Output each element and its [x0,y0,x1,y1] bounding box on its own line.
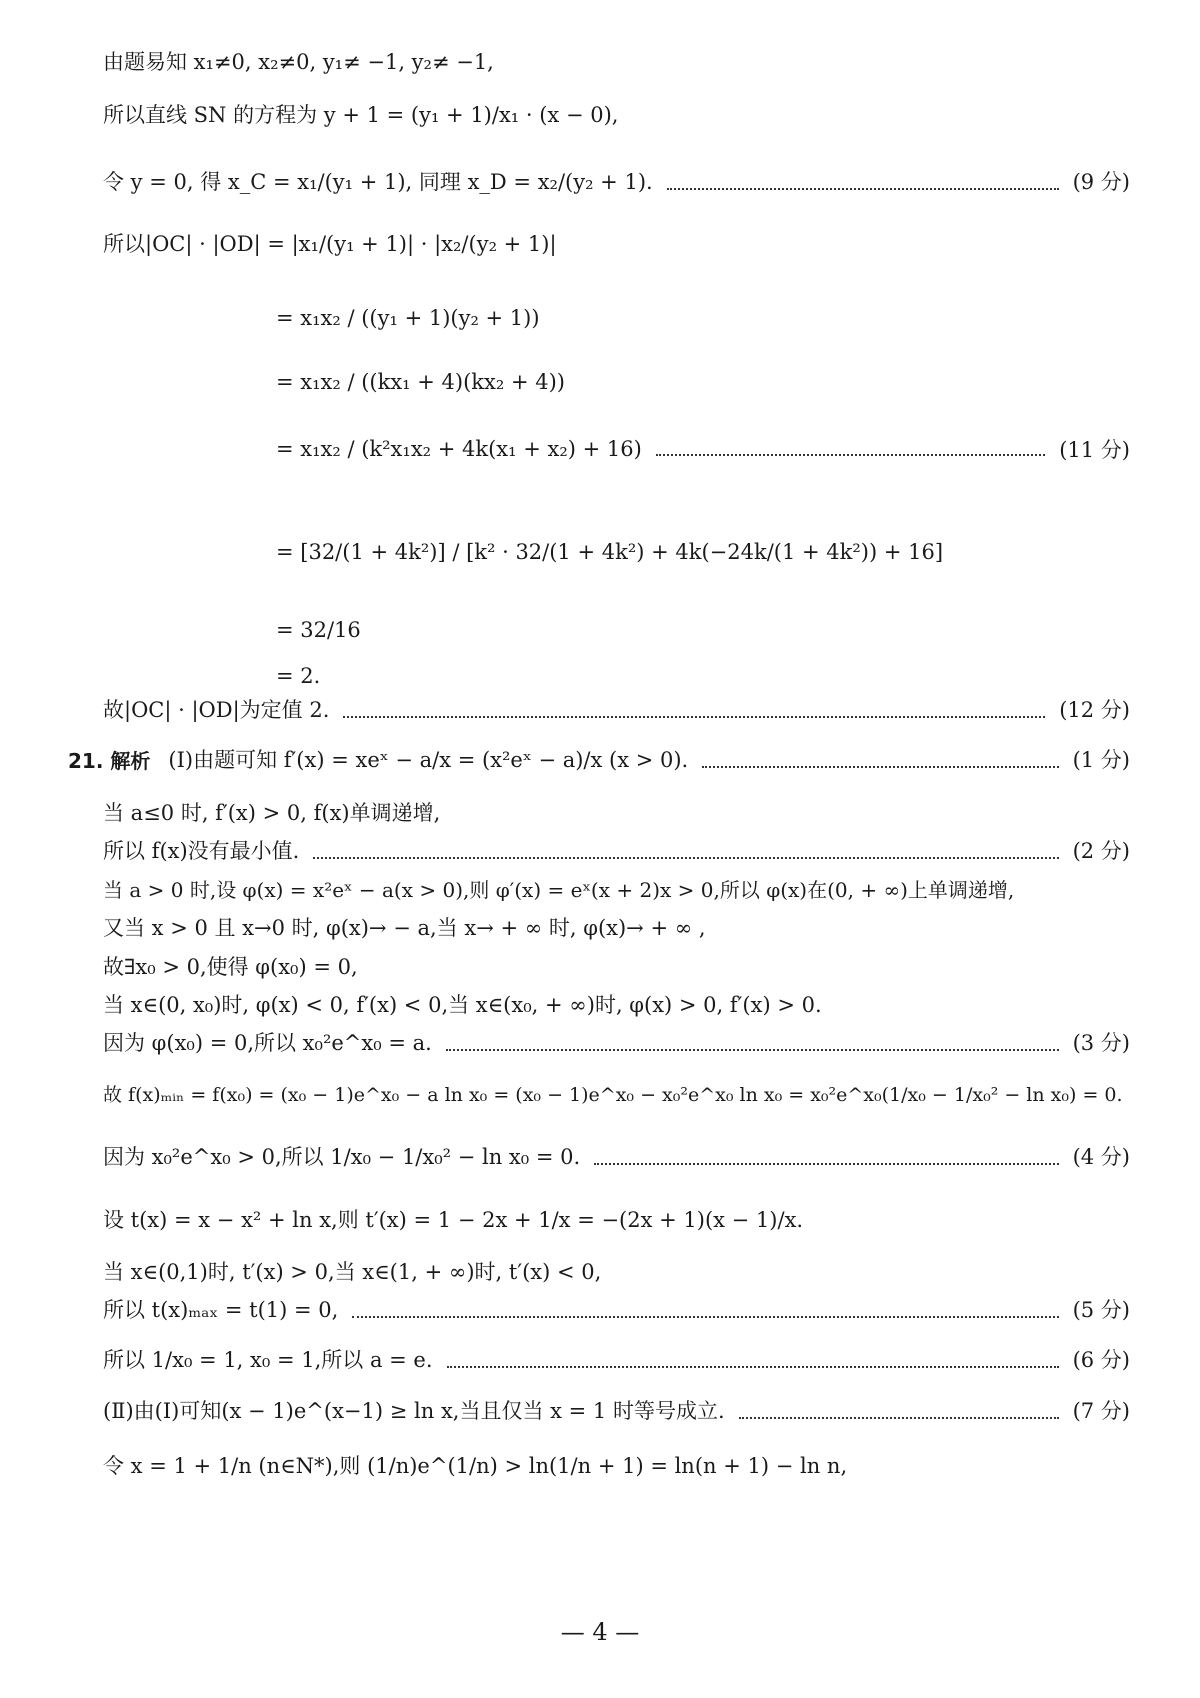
question-21-header: 21. 解析 (Ⅰ)由题可知 f′(x) = xeˣ − a/x = (x²eˣ − a)/x (x > 0). (1 分) [68,748,1130,773]
equation-line: = [32/(1 + 4k²)] / [k² · 32/(1 + 4k²) + 4k(−24k/(1 + 4k²)) + 16] [276,540,944,564]
text-line: 当 x∈(0, x₀)时, φ(x) < 0, f′(x) < 0,当 x∈(x₀, + ∞)时, φ(x) > 0, f′(x) > 0. [103,993,822,1017]
text-line: 故∃x₀ > 0,使得 φ(x₀) = 0, [103,955,358,979]
text-line: 所以 t(x)ₘₐₓ = t(1) = 0, (5 分) [103,1298,1130,1322]
text-line: 故|OC| · |OD|为定值 2. (12 分) [103,698,1130,722]
page-number: — 4 — [560,1618,640,1646]
dot-leader [667,188,1059,190]
text-line: 当 x∈(0,1)时, t′(x) > 0,当 x∈(1, + ∞)时, t′(x) < 0, [103,1260,602,1284]
score-label: (4 分) [1072,1145,1130,1169]
equation-line: = 2. [276,664,321,688]
score-label: (1 分) [1072,748,1130,772]
score-label: (11 分) [1059,438,1130,462]
score-label: (3 分) [1072,1031,1130,1055]
dot-leader [343,716,1045,718]
text-line: 当 a≤0 时, f′(x) > 0, f(x)单调递增, [103,801,441,825]
question-number: 21. 解析 [68,748,151,773]
score-label: (2 分) [1072,839,1130,863]
dot-leader [656,454,1045,456]
dot-leader [702,766,1058,768]
text-line: 当 a > 0 时,设 φ(x) = x²eˣ − a(x > 0),则 φ′(x) = eˣ(x + 2)x > 0,所以 φ(x)在(0, + ∞)上单调递增, [103,878,1015,902]
dot-leader [739,1417,1059,1419]
text-line: 所以 1/x₀ = 1, x₀ = 1,所以 a = e. (6 分) [103,1348,1130,1372]
score-label: (6 分) [1072,1348,1130,1372]
dot-leader [447,1366,1059,1368]
text-line: 所以直线 SN 的方程为 y + 1 = (y₁ + 1)/x₁ · (x − 0), [103,103,619,127]
score-label: (5 分) [1072,1298,1130,1322]
text-line: 因为 φ(x₀) = 0,所以 x₀²e^x₀ = a. (3 分) [103,1031,1130,1055]
score-label: (12 分) [1059,698,1130,722]
text-line: 令 y = 0, 得 x_C = x₁/(y₁ + 1), 同理 x_D = x₂/(y₂ + 1). (9 分) [103,170,1130,194]
equation-line: = x₁x₂ / ((kx₁ + 4)(kx₂ + 4)) [276,370,565,394]
equation-line: = x₁x₂ / ((y₁ + 1)(y₂ + 1)) [276,306,540,330]
text-line: 故 f(x)ₘᵢₙ = f(x₀) = (x₀ − 1)e^x₀ − a ln x₀ = (x₀ − 1)e^x₀ − x₀²e^x₀ ln x₀ = x₀²e^x₀(1/x₀ − 1/x₀² − ln x₀) = 0. [103,1084,1123,1106]
text-line: 由题易知 x₁≠0, x₂≠0, y₁≠ −1, y₂≠ −1, [103,50,494,74]
text-line: 令 x = 1 + 1/n (n∈N*),则 (1/n)e^(1/n) > ln(1/n + 1) = ln(n + 1) − ln n, [103,1454,848,1478]
score-label: (7 分) [1072,1399,1130,1423]
score-label: (9 分) [1072,170,1130,194]
text-line: 因为 x₀²e^x₀ > 0,所以 1/x₀ − 1/x₀² − ln x₀ = 0. (4 分) [103,1145,1130,1169]
text-line: 所以|OC| · |OD| = |x₁/(y₁ + 1)| · |x₂/(y₂ + 1)| [103,232,557,256]
equation-line: = 32/16 [276,618,361,642]
text-line: (Ⅱ)由(Ⅰ)可知(x − 1)e^(x−1) ≥ ln x,当且仅当 x = 1 时等号成立. (7 分) [103,1399,1130,1423]
dot-leader [313,857,1058,859]
text-line: 设 t(x) = x − x² + ln x,则 t′(x) = 1 − 2x + 1/x = −(2x + 1)(x − 1)/x. [103,1208,804,1232]
text-line: 又当 x > 0 且 x→0 时, φ(x)→ − a,当 x→ + ∞ 时, φ(x)→ + ∞ , [103,916,706,940]
equation-line: = x₁x₂ / (k²x₁x₂ + 4k(x₁ + x₂) + 16) (11 分) [276,434,1130,464]
text-line: 所以 f(x)没有最小值. (2 分) [103,839,1130,863]
dot-leader [446,1049,1059,1051]
dot-leader [594,1163,1058,1165]
dot-leader [352,1316,1058,1318]
